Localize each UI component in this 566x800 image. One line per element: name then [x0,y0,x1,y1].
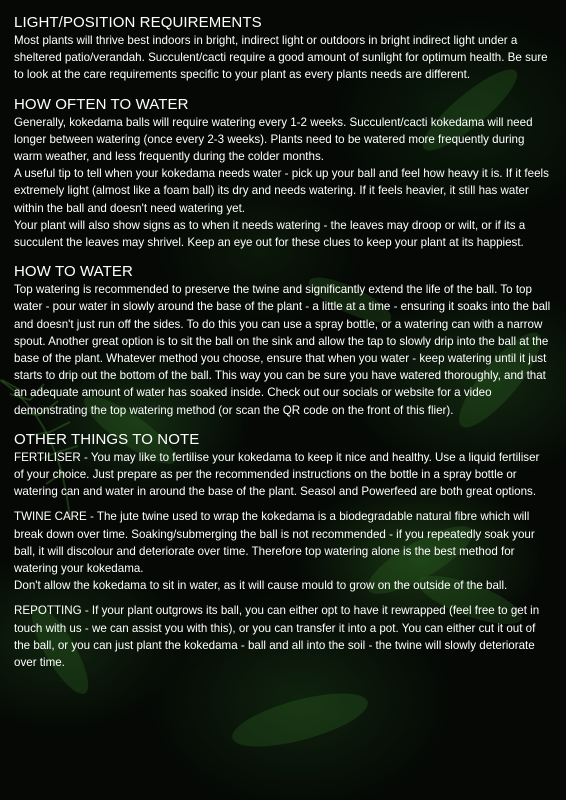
twine-care-paragraph: TWINE CARE - The jute twine used to wrap the kokedama is a biodegradable natural fibre which will break down over time. Soaking/submerging the ball is not recommended - if you repeatedly soak your ball, it will discolour and deteriorate over time. Therefore top watering alone is the best method for watering your kokedama. [14,510,535,576]
how-to-water-paragraph: Top watering is recommended to preserve the twine and significantly extend the life of the ball. To top water - pour water in slowly around the base of the plant - a little at a time - ensuring it soaks into the ball and doesn't just run off the sides. To do this you can use a spray bottle, or a watering can with a narrow spout. Another great option is to sit the ball on the sink and allow the tap to slowly drip into the ball at the base of the plant. Whatever method you choose, ensure that when you water - keep watering until it just starts to drip out the bottom of the ball. This way you can be sure you have watered thoroughly, and that an adequate amount of water has soaked inside. Check out our socials or website for a video demonstrating the top watering method (or scan the QR code on the front of this flier). [14,283,551,417]
how-often-paragraph-2: A useful tip to tell when your kokedama needs water - pick up your ball and feel how heavy it is. If it feels extremely light (almost like a foam ball) its dry and needs watering. If it feels heavier, it still has water within the ball and doesn't need watering yet. [14,167,549,215]
heading-other: OTHER THINGS TO NOTE [14,430,200,448]
how-often-paragraph-1: Generally, kokedama balls will require watering every 1-2 weeks. Succulent/cacti kokedama will need longer between watering (once every 2-3 weeks). Plants need to be watered more frequently during warm weather, and less frequently during the colder months. [14,115,533,164]
fertiliser-paragraph: FERTILISER - You may like to fertilise your kokedama to keep it nice and healthy. Use a liquid fertiliser of your choice. Just prepare as per the recommended instructions on the bottle in a spray bottle or watering can and water in around the base of the plant. Seasol and Powerfeed are both great options. [14,450,540,499]
heading-how-to-water: HOW TO WATER [14,263,133,281]
light-paragraph: Most plants will thrive best indoors in bright, indirect light or outdoors in bright indirect light under a sheltered patio/verandah. Succulent/cacti require a good amount of sunlight for optimum health. Be sure to look at the care requirements specific to your plant as every plants needs are different. [14,34,548,82]
how-often-paragraph-3: Your plant will also show signs as to when it needs watering - the leaves may droop or wilt, or if its a succulent the leaves may shrivel. Keep an eye out for these clues to keep your plant at its happiest. [14,218,526,250]
heading-how-often: HOW OFTEN TO WATER [14,95,189,113]
mould-paragraph: Don't allow the kokedama to sit in water, as it will cause mould to grow on the outside of the ball. [14,579,508,593]
section-how-often [14,96,552,252]
heading-light: LIGHT/POSITION REQUIREMENTS [14,14,262,31]
repotting-paragraph: REPOTTING - If your plant outgrows its ball, you can either opt to have it rewrapped (feel free to get in touch with us - we can assist you with this), or you can transfer it into a pot. You can either cut it out of the ball, or you can just plant the kokedama - ball and all into the soil - the twine will slowly deteriorate over time. [14,604,540,670]
section-how-to-water [14,263,552,419]
section-other [14,431,552,671]
section-light [14,14,552,84]
care-guide [14,14,552,671]
